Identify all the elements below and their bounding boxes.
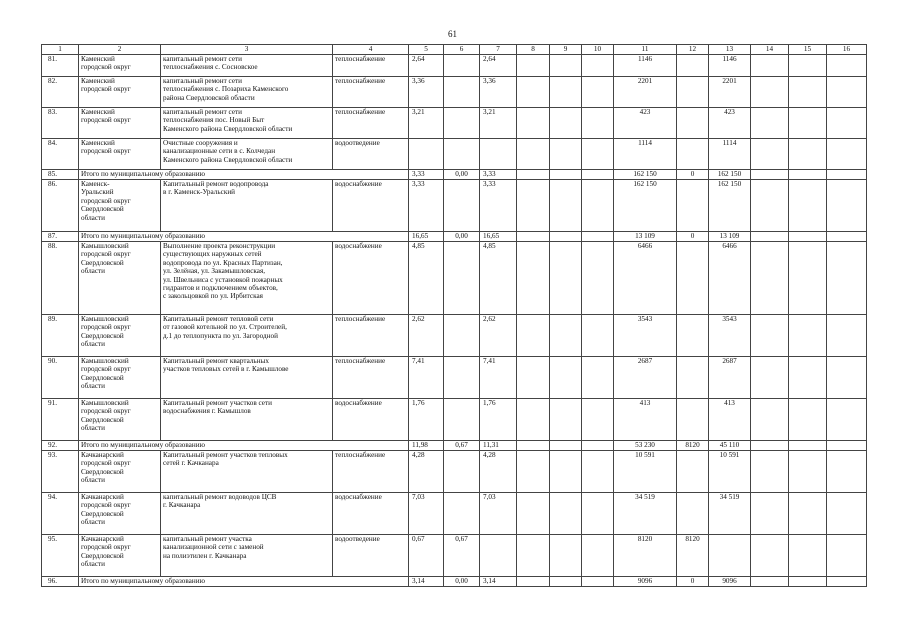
value-cell-11: 6466 (614, 242, 677, 315)
row-number: 85. (42, 170, 79, 180)
empty-cell-16 (827, 399, 867, 441)
municipality-cell: Камышловский городской округ Свердловской области (79, 357, 161, 399)
work-description-cell: капитальный ремонт сети теплоснабжения с. Сосновское (161, 55, 333, 77)
value-cell-7: 3,33 (480, 170, 517, 180)
value-cell-13: 6466 (709, 242, 751, 315)
empty-cell-16 (827, 315, 867, 357)
value-cell-5 (409, 139, 444, 170)
empty-cell-14 (751, 170, 789, 180)
row-number: 86. (42, 180, 79, 232)
municipality-cell: Камышловский городской округ Свердловской области (79, 315, 161, 357)
empty-cell-8 (517, 55, 550, 77)
total-label: Итого по муниципальному образованию (79, 441, 409, 451)
value-cell-5: 3,33 (409, 180, 444, 232)
work-description-cell: Капитальный ремонт участков тепловых сетей г. Качканара (161, 451, 333, 493)
empty-cell-9 (550, 180, 582, 232)
value-cell-12 (677, 399, 709, 441)
utility-type-cell: теплоснабжение (333, 108, 409, 139)
municipality-cell: Каменск- Уральский городской округ Свердловской области (79, 180, 161, 232)
table-row (42, 451, 867, 493)
empty-cell-15 (789, 399, 827, 441)
empty-cell-16 (827, 108, 867, 139)
value-cell-7: 1,76 (480, 399, 517, 441)
municipality-cell: Каменский городской округ (79, 77, 161, 108)
municipality-cell: Каменский городской округ (79, 108, 161, 139)
value-cell-6 (444, 315, 480, 357)
column-numbers-row (42, 45, 867, 55)
value-cell-12 (677, 139, 709, 170)
value-cell-7: 3,14 (480, 577, 517, 587)
value-cell-7 (480, 535, 517, 577)
value-cell-11: 2201 (614, 77, 677, 108)
value-cell-6 (444, 451, 480, 493)
value-cell-6 (444, 493, 480, 535)
value-cell-13: 9096 (709, 577, 751, 587)
program-table (41, 44, 867, 587)
empty-cell-14 (751, 441, 789, 451)
value-cell-7: 4,28 (480, 451, 517, 493)
empty-cell-16 (827, 232, 867, 242)
empty-cell-16 (827, 441, 867, 451)
empty-cell-8 (517, 170, 550, 180)
empty-cell-8 (517, 535, 550, 577)
municipality-cell: Камышловский городской округ Свердловской области (79, 399, 161, 441)
empty-cell-16 (827, 139, 867, 170)
value-cell-7: 7,41 (480, 357, 517, 399)
value-cell-5: 2,64 (409, 55, 444, 77)
empty-cell-9 (550, 535, 582, 577)
utility-type-cell: водоотведение (333, 535, 409, 577)
table-row (42, 77, 867, 108)
value-cell-13: 413 (709, 399, 751, 441)
empty-cell-14 (751, 242, 789, 315)
value-cell-7: 7,03 (480, 493, 517, 535)
empty-cell-16 (827, 493, 867, 535)
empty-cell-9 (550, 399, 582, 441)
column-number: 7 (480, 45, 517, 55)
value-cell-13: 10 591 (709, 451, 751, 493)
value-cell-6 (444, 357, 480, 399)
empty-cell-10 (582, 232, 614, 242)
empty-cell-16 (827, 180, 867, 232)
value-cell-7: 3,36 (480, 77, 517, 108)
value-cell-12 (677, 180, 709, 232)
column-number: 11 (614, 45, 677, 55)
value-cell-7: 3,33 (480, 180, 517, 232)
page-number: 61 (448, 29, 457, 39)
value-cell-6: 0,67 (444, 535, 480, 577)
value-cell-6 (444, 77, 480, 108)
value-cell-11: 53 230 (614, 441, 677, 451)
value-cell-6: 0,00 (444, 170, 480, 180)
empty-cell-14 (751, 55, 789, 77)
column-number: 10 (582, 45, 614, 55)
empty-cell-10 (582, 242, 614, 315)
value-cell-13: 13 109 (709, 232, 751, 242)
empty-cell-14 (751, 139, 789, 170)
value-cell-5: 3,21 (409, 108, 444, 139)
column-number: 13 (709, 45, 751, 55)
total-label: Итого по муниципальному образованию (79, 577, 409, 587)
table-row (42, 180, 867, 232)
empty-cell-14 (751, 493, 789, 535)
value-cell-12 (677, 493, 709, 535)
empty-cell-10 (582, 315, 614, 357)
table-row (42, 357, 867, 399)
empty-cell-16 (827, 357, 867, 399)
column-number: 9 (550, 45, 582, 55)
empty-cell-15 (789, 493, 827, 535)
value-cell-12: 8120 (677, 535, 709, 577)
work-description-cell: Капитальный ремонт квартальных участков тепловых сетей в г. Камышлове (161, 357, 333, 399)
empty-cell-9 (550, 441, 582, 451)
row-number: 93. (42, 451, 79, 493)
value-cell-11: 162 150 (614, 170, 677, 180)
value-cell-13: 1114 (709, 139, 751, 170)
column-number: 4 (333, 45, 409, 55)
empty-cell-14 (751, 451, 789, 493)
row-number: 89. (42, 315, 79, 357)
row-number: 96. (42, 577, 79, 587)
empty-cell-16 (827, 55, 867, 77)
empty-cell-14 (751, 108, 789, 139)
value-cell-11: 162 150 (614, 180, 677, 232)
value-cell-11: 423 (614, 108, 677, 139)
empty-cell-15 (789, 170, 827, 180)
value-cell-5: 7,03 (409, 493, 444, 535)
empty-cell-15 (789, 315, 827, 357)
value-cell-12 (677, 451, 709, 493)
empty-cell-9 (550, 577, 582, 587)
municipality-cell: Качканарский городской округ Свердловской области (79, 451, 161, 493)
row-number: 95. (42, 535, 79, 577)
work-description-cell: Выполнение проекта реконструкции существующих наружных сетей водопровода по ул. Красных Партизан, ул. Зелёная, ул. Закамышловская, ул. Швельниса с установкой пожарных гидрантов и подключением объектов, с закольцовкой по ул. Ирбитская (161, 242, 333, 315)
value-cell-5: 7,41 (409, 357, 444, 399)
value-cell-7: 2,64 (480, 55, 517, 77)
empty-cell-15 (789, 55, 827, 77)
utility-type-cell: теплоснабжение (333, 357, 409, 399)
value-cell-5: 11,98 (409, 441, 444, 451)
empty-cell-14 (751, 399, 789, 441)
value-cell-5: 3,36 (409, 77, 444, 108)
empty-cell-14 (751, 577, 789, 587)
empty-cell-10 (582, 55, 614, 77)
value-cell-11: 13 109 (614, 232, 677, 242)
empty-cell-9 (550, 108, 582, 139)
row-number: 81. (42, 55, 79, 77)
value-cell-5: 0,67 (409, 535, 444, 577)
value-cell-7: 16,65 (480, 232, 517, 242)
empty-cell-15 (789, 108, 827, 139)
value-cell-13: 162 150 (709, 170, 751, 180)
column-number: 14 (751, 45, 789, 55)
empty-cell-9 (550, 315, 582, 357)
empty-cell-8 (517, 180, 550, 232)
empty-cell-14 (751, 232, 789, 242)
value-cell-6: 0,00 (444, 232, 480, 242)
empty-cell-14 (751, 535, 789, 577)
value-cell-13: 2687 (709, 357, 751, 399)
utility-type-cell: водоснабжение (333, 180, 409, 232)
empty-cell-16 (827, 77, 867, 108)
row-number: 84. (42, 139, 79, 170)
table-row (42, 493, 867, 535)
value-cell-13: 45 110 (709, 441, 751, 451)
empty-cell-16 (827, 535, 867, 577)
total-row (42, 170, 867, 180)
empty-cell-8 (517, 108, 550, 139)
empty-cell-8 (517, 451, 550, 493)
empty-cell-8 (517, 441, 550, 451)
row-number: 82. (42, 77, 79, 108)
empty-cell-14 (751, 77, 789, 108)
utility-type-cell: водоотведение (333, 139, 409, 170)
empty-cell-15 (789, 180, 827, 232)
value-cell-6 (444, 108, 480, 139)
value-cell-7: 2,62 (480, 315, 517, 357)
empty-cell-9 (550, 170, 582, 180)
row-number: 94. (42, 493, 79, 535)
municipality-cell: Каменский городской округ (79, 139, 161, 170)
value-cell-11: 10 591 (614, 451, 677, 493)
value-cell-5: 4,28 (409, 451, 444, 493)
empty-cell-9 (550, 232, 582, 242)
column-number: 2 (79, 45, 161, 55)
work-description-cell: Капитальный ремонт тепловой сети от газовой котельной по ул. Строителей, д.1 до теплопункта по ул. Загородной (161, 315, 333, 357)
value-cell-7: 11,31 (480, 441, 517, 451)
empty-cell-10 (582, 577, 614, 587)
empty-cell-14 (751, 357, 789, 399)
utility-type-cell: теплоснабжение (333, 77, 409, 108)
value-cell-11: 9096 (614, 577, 677, 587)
table-row (42, 535, 867, 577)
work-description-cell: Капитальный ремонт водопровода в г. Каменск-Уральский (161, 180, 333, 232)
empty-cell-9 (550, 493, 582, 535)
column-number: 8 (517, 45, 550, 55)
empty-cell-8 (517, 242, 550, 315)
column-number: 12 (677, 45, 709, 55)
empty-cell-15 (789, 232, 827, 242)
value-cell-5: 3,14 (409, 577, 444, 587)
value-cell-6: 0,00 (444, 577, 480, 587)
value-cell-11: 2687 (614, 357, 677, 399)
value-cell-6 (444, 180, 480, 232)
value-cell-13: 1146 (709, 55, 751, 77)
municipality-cell: Камышловский городской округ Свердловской области (79, 242, 161, 315)
empty-cell-8 (517, 232, 550, 242)
value-cell-12: 8120 (677, 441, 709, 451)
value-cell-5: 1,76 (409, 399, 444, 441)
empty-cell-9 (550, 357, 582, 399)
utility-type-cell: теплоснабжение (333, 315, 409, 357)
utility-type-cell: водоснабжение (333, 242, 409, 315)
table-row (42, 242, 867, 315)
empty-cell-8 (517, 399, 550, 441)
row-number: 91. (42, 399, 79, 441)
value-cell-13: 2201 (709, 77, 751, 108)
empty-cell-10 (582, 180, 614, 232)
table-row (42, 108, 867, 139)
row-number: 88. (42, 242, 79, 315)
empty-cell-8 (517, 139, 550, 170)
value-cell-6 (444, 55, 480, 77)
utility-type-cell: водоснабжение (333, 399, 409, 441)
table-row (42, 399, 867, 441)
value-cell-11: 8120 (614, 535, 677, 577)
empty-cell-14 (751, 315, 789, 357)
column-number: 15 (789, 45, 827, 55)
value-cell-6 (444, 242, 480, 315)
empty-cell-10 (582, 170, 614, 180)
total-row (42, 577, 867, 587)
utility-type-cell: водоснабжение (333, 493, 409, 535)
row-number: 92. (42, 441, 79, 451)
row-number: 87. (42, 232, 79, 242)
empty-cell-10 (582, 139, 614, 170)
value-cell-12 (677, 242, 709, 315)
value-cell-11: 413 (614, 399, 677, 441)
work-description-cell: капитальный ремонт водоводов ЦСВ г. Качканара (161, 493, 333, 535)
value-cell-13: 34 519 (709, 493, 751, 535)
value-cell-13: 3543 (709, 315, 751, 357)
table-row (42, 55, 867, 77)
empty-cell-15 (789, 357, 827, 399)
empty-cell-9 (550, 242, 582, 315)
empty-cell-8 (517, 577, 550, 587)
empty-cell-8 (517, 357, 550, 399)
municipality-cell: Качканарский городской округ Свердловской области (79, 493, 161, 535)
empty-cell-15 (789, 441, 827, 451)
work-description-cell: капитальный ремонт сети теплоснабжения пос. Новый Быт Каменского района Свердловской области (161, 108, 333, 139)
value-cell-12 (677, 55, 709, 77)
empty-cell-15 (789, 242, 827, 315)
column-number: 3 (161, 45, 333, 55)
empty-cell-9 (550, 77, 582, 108)
empty-cell-15 (789, 451, 827, 493)
value-cell-11: 3543 (614, 315, 677, 357)
empty-cell-10 (582, 441, 614, 451)
empty-cell-8 (517, 493, 550, 535)
empty-cell-10 (582, 399, 614, 441)
empty-cell-10 (582, 451, 614, 493)
row-number: 90. (42, 357, 79, 399)
municipality-cell: Качканарский городской округ Свердловской области (79, 535, 161, 577)
empty-cell-16 (827, 451, 867, 493)
value-cell-6 (444, 399, 480, 441)
municipality-cell: Каменский городской округ (79, 55, 161, 77)
work-description-cell: капитальный ремонт участка канализационной сети с заменой на полиэтилен г. Качканара (161, 535, 333, 577)
utility-type-cell: теплоснабжение (333, 55, 409, 77)
empty-cell-8 (517, 77, 550, 108)
value-cell-7: 4,85 (480, 242, 517, 315)
empty-cell-15 (789, 77, 827, 108)
empty-cell-10 (582, 77, 614, 108)
value-cell-11: 1114 (614, 139, 677, 170)
value-cell-5: 3,33 (409, 170, 444, 180)
total-label: Итого по муниципальному образованию (79, 232, 409, 242)
column-number: 5 (409, 45, 444, 55)
value-cell-12: 0 (677, 232, 709, 242)
empty-cell-9 (550, 55, 582, 77)
empty-cell-10 (582, 535, 614, 577)
value-cell-11: 34 519 (614, 493, 677, 535)
empty-cell-9 (550, 139, 582, 170)
empty-cell-16 (827, 170, 867, 180)
value-cell-13 (709, 535, 751, 577)
work-description-cell: капитальный ремонт сети теплоснабжения с. Позариха Каменского района Свердловской области (161, 77, 333, 108)
empty-cell-16 (827, 242, 867, 315)
value-cell-13: 423 (709, 108, 751, 139)
column-number: 16 (827, 45, 867, 55)
value-cell-7: 3,21 (480, 108, 517, 139)
value-cell-6: 0,67 (444, 441, 480, 451)
empty-cell-15 (789, 535, 827, 577)
work-description-cell: Очистные сооружения и канализационные сети в с. Колчедан Каменского района Свердловской области (161, 139, 333, 170)
table-row (42, 315, 867, 357)
value-cell-13: 162 150 (709, 180, 751, 232)
value-cell-12 (677, 315, 709, 357)
value-cell-12: 0 (677, 577, 709, 587)
total-row (42, 441, 867, 451)
total-row (42, 232, 867, 242)
utility-type-cell: теплоснабжение (333, 451, 409, 493)
value-cell-12 (677, 77, 709, 108)
empty-cell-10 (582, 357, 614, 399)
value-cell-5: 4,85 (409, 242, 444, 315)
value-cell-5: 2,62 (409, 315, 444, 357)
empty-cell-16 (827, 577, 867, 587)
value-cell-5: 16,65 (409, 232, 444, 242)
empty-cell-10 (582, 493, 614, 535)
empty-cell-8 (517, 315, 550, 357)
empty-cell-9 (550, 451, 582, 493)
row-number: 83. (42, 108, 79, 139)
work-description-cell: Капитальный ремонт участков сети водоснабжения г. Камышлов (161, 399, 333, 441)
value-cell-12 (677, 357, 709, 399)
value-cell-6 (444, 139, 480, 170)
empty-cell-15 (789, 577, 827, 587)
column-number: 6 (444, 45, 480, 55)
table-row (42, 139, 867, 170)
value-cell-12: 0 (677, 170, 709, 180)
column-number: 1 (42, 45, 79, 55)
value-cell-7 (480, 139, 517, 170)
empty-cell-15 (789, 139, 827, 170)
empty-cell-14 (751, 180, 789, 232)
total-label: Итого по муниципальному образованию (79, 170, 409, 180)
value-cell-12 (677, 108, 709, 139)
value-cell-11: 1146 (614, 55, 677, 77)
empty-cell-10 (582, 108, 614, 139)
